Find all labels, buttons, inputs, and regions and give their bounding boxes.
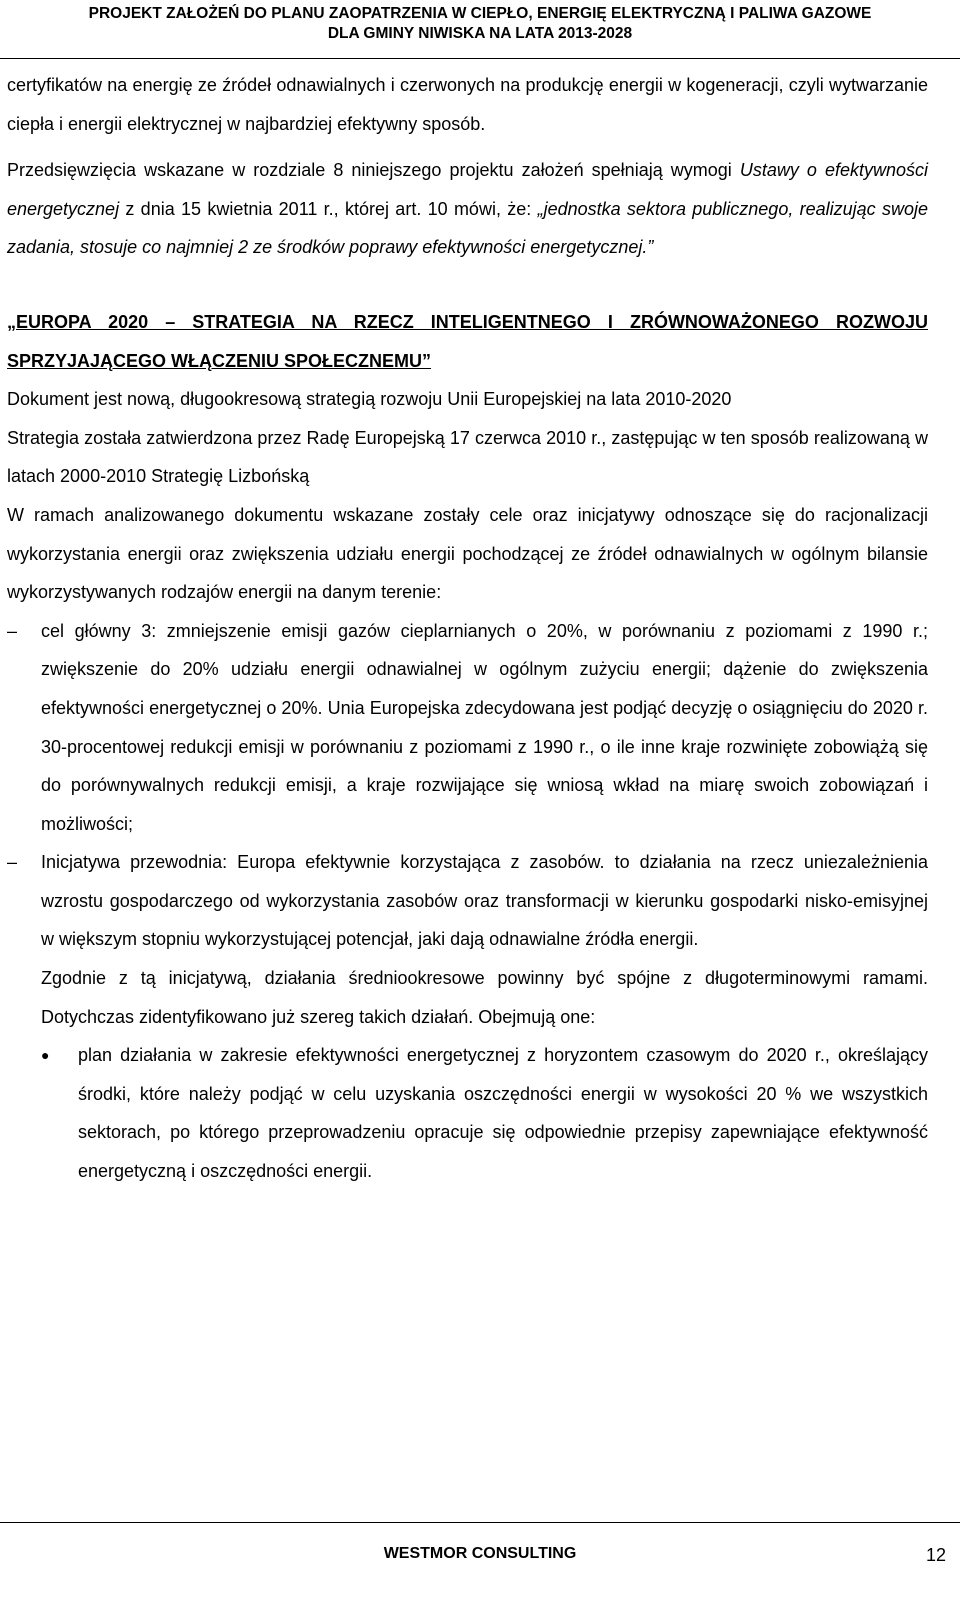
list-item-text: cel główny 3: zmniejszenie emisji gazów cieplarnianych o 20%, w porównaniu z poziomami z 1990 r.; zwiększenie do 20% udziału energii odnawialnej w ogólnym zużyciu energii; dążenie do zwiększenia efektywności energetycznej o 20%. Unia Europejska zdecydowana jest podjąć decyzję o osiągnięciu do 2020 r. 30-procentowej redukcji emisji w porównaniu z poziomami z 1990 r., o ile inne kraje rozwinięte zobowiążą się do porównywalnych redukcji emisji, a kraje rozwijające się wniosą wkład na miarę swoich zobowiązań i możliwości; bbox=[41, 620, 928, 834]
paragraph-strategy-intro: Dokument jest nową, długookresową strategią rozwoju Unii Europejskiej na lata 2010-2020 bbox=[7, 389, 732, 410]
header-title-line1: PROJEKT ZAŁOŻEŃ DO PLANU ZAOPATRZENIA W CIEPŁO, ENERGIĘ ELEKTRYCZNĄ I PALIWA GAZOWE bbox=[88, 5, 872, 22]
bullet-list bbox=[7, 1036, 928, 1190]
list-item bbox=[7, 612, 928, 844]
footer-divider bbox=[0, 1522, 960, 1523]
act-quote: „jednostka sektora publicznego, realizując swoje zadania, stosuje co najmniej 2 ze środków poprawy efektywności energetycznej.” bbox=[7, 198, 928, 258]
dash-marker: – bbox=[7, 620, 18, 641]
header-title-line2: DLA GMINY NIWISKA NA LATA 2013-2028 bbox=[327, 25, 633, 42]
dash-marker: – bbox=[7, 852, 18, 873]
page-header bbox=[0, 0, 960, 59]
list-item-text: Inicjatywa przewodnia: Europa efektywnie korzystająca z zasobów. to działania na rzecz uniezależnienia wzrostu gospodarczego od wykorzystania zasobów oraz transformacji w kierunku gospodarki nisko-emisyjnej w większym stopniu wykorzystującej potencjał, jaki dają odnawialne źródła energii. bbox=[41, 852, 928, 950]
page-number: 12 bbox=[925, 1545, 946, 1565]
paragraph-certificates: certyfikatów na energię ze źródeł odnawialnych i czerwonych na produkcję energii w kogeneracji, czyli wytwarzanie ciepła i energii elektrycznej w najbardziej efektywny sposób. bbox=[7, 75, 928, 134]
dash-list bbox=[7, 612, 928, 959]
paragraph-strategy-approval: Strategia została zatwierdzona przez Radę Europejską 17 czerwca 2010 r., zastępując w ten sposób realizowaną w latach 2000-2010 Strategię Lizbońską bbox=[7, 427, 928, 487]
footer-brand: WESTMOR CONSULTING bbox=[383, 1545, 577, 1562]
paragraph-efficiency-act-text-c: z dnia 15 kwietnia 2011 r., której art. 10 mówi, że: bbox=[119, 198, 538, 219]
document-body bbox=[7, 66, 928, 1191]
paragraph-goals-intro: W ramach analizowanego dokumentu wskazane zostały cele oraz inicjatywy odnoszące się do racjonalizacji wykorzystania energii oraz zwiększenia udziału energii pochodzącej ze źródeł odnawialnych w ogólnym bilansie wykorzystywanych rodzajów energii na danym terenie: bbox=[7, 504, 928, 603]
list-item bbox=[7, 843, 928, 959]
bullet-marker: ● bbox=[41, 1047, 50, 1064]
paragraph-efficiency-act-text-a: Przedsięwzięcia wskazane w rozdziale 8 niniejszego projektu założeń spełniają wymogi bbox=[7, 160, 740, 181]
act-title: Ustawy o efektywności energetycznej bbox=[7, 160, 928, 219]
list-item bbox=[41, 1036, 928, 1190]
list-item-text: plan działania w zakresie efektywności energetycznej z horyzontem czasowym do 2020 r., określający środki, które należy podjąć w celu uzyskania oszczędności energii w wysokości 20 % we wszystkich sektorach, po którego przeprowadzeniu opracuje się odpowiednie przepisy zapewniające efektywność energetyczną i oszczędności energii. bbox=[78, 1045, 928, 1182]
section-heading: „EUROPA 2020 – STRATEGIA NA RZECZ INTELIGENTNEGO I ZRÓWNOWAŻONEGO ROZWOJU SPRZYJAJĄCEGO WŁĄCZENIU SPOŁECZNEMU” bbox=[7, 311, 928, 371]
paragraph-initiative: Zgodnie z tą inicjatywą, działania średniookresowe powinny być spójne z długoterminowymi ramami. Dotychczas zidentyfikowano już szereg takich działań. Obejmują one: bbox=[41, 968, 928, 1027]
paragraph-efficiency-act bbox=[7, 151, 928, 267]
